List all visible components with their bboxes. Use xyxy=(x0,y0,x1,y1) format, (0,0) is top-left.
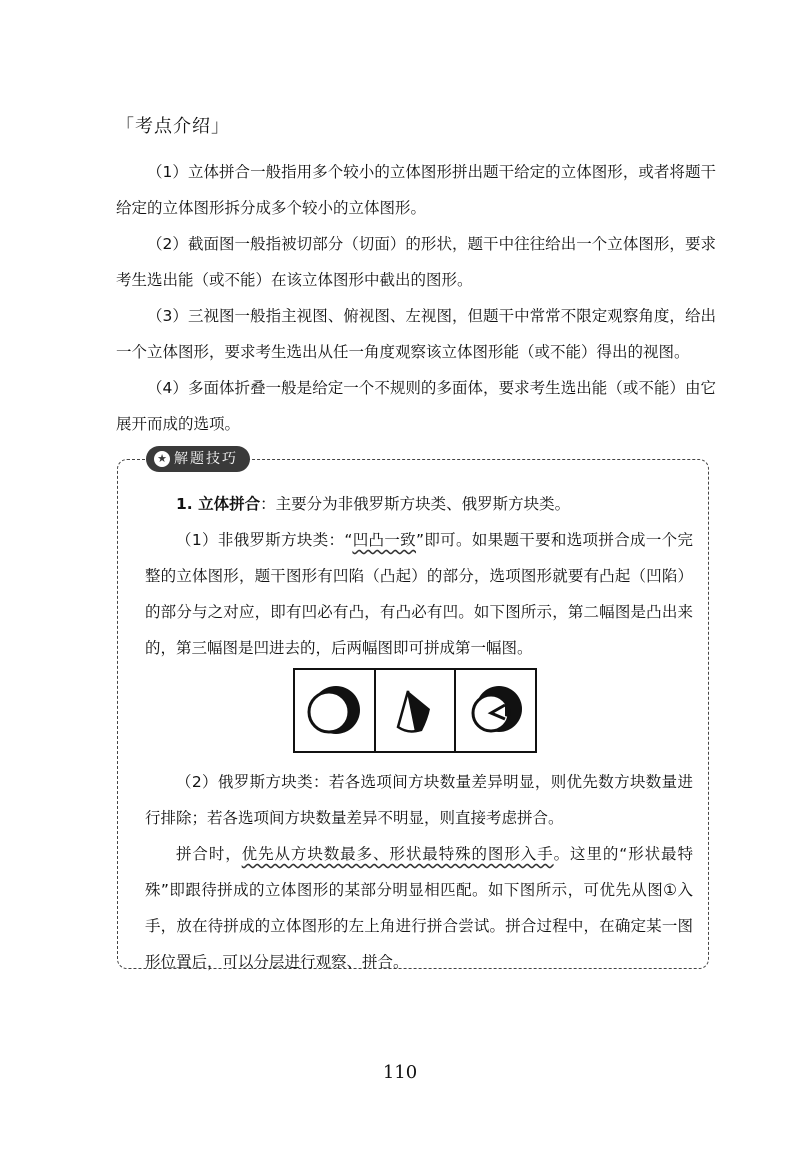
full-circle-shape xyxy=(301,681,367,741)
tips-p1-before: （1）非俄罗斯方块类：“ xyxy=(176,531,353,549)
convex-piece-shape xyxy=(382,681,448,741)
star-icon: ★ xyxy=(154,451,170,467)
tips-p1-emphasis: 凹凸一致 xyxy=(352,531,417,549)
figure-cell-3 xyxy=(456,670,535,751)
tips-p3-emphasis: 优先从方块数最多、形状最特殊的图形入手 xyxy=(241,845,554,863)
intro-paragraph-2: （2）截面图一般指被切部分（切面）的形状，题干中往往给出一个立体图形，要求考生选出能（或不能）在该立体图形中截出的图形。 xyxy=(116,235,716,289)
figure-cell-2 xyxy=(376,670,457,751)
section-title: 「考点介绍」 xyxy=(116,116,230,137)
tips-p1-after: ”即可。如果题干要和选项拼合成一个完整的立体图形，题干图形有凹陷（凸起）的部分，选项图形就要有凸起（凹陷）的部分与之对应，即有凹必有凸，有凸必有凹。如下图所示，第二幅图是凸出来的，第三幅图是凹进去的，后两幅图即可拼成第一幅图。 xyxy=(145,531,693,657)
concave-piece-shape xyxy=(461,681,531,741)
intro-paragraph-3: （3）三视图一般指主视图、俯视图、左视图，但题干中常常不限定观察角度，给出一个立体图形，要求考生选出从任一角度观察该立体图形能（或不能）得出的视图。 xyxy=(116,307,716,361)
tips-paragraph-2: （2）俄罗斯方块类：若各选项间方块数量差异明显，则优先数方块数量进行排除；若各选项间方块数量差异不明显，则直接考虑拼合。 xyxy=(145,773,693,827)
figure-cell-1 xyxy=(295,670,376,751)
tips-paragraph-3 xyxy=(145,836,693,980)
intro-paragraph-4: （4）多面体折叠一般是给定一个不规则的多面体，要求考生选出能（或不能）由它展开而成的选项。 xyxy=(116,379,716,433)
tips-heading-rest: ：主要分为非俄罗斯方块类、俄罗斯方块类。 xyxy=(260,495,571,513)
shape-figure xyxy=(293,668,537,753)
tips-p3-before: 拼合时， xyxy=(176,845,242,863)
page-number: 110 xyxy=(382,1062,418,1083)
tips-badge-label: 解题技巧 xyxy=(174,451,238,467)
tips-badge xyxy=(146,446,250,472)
tips-p3-after: 。这里的“形状最特殊”即跟待拼成的立体图形的某部分明显相匹配。如下图所示，可优先从图①入手，放在待拼成的立体图形的左上角进行拼合尝试。拼合过程中，在确定某一图形位置后，可以分层进行观察、拼合。 xyxy=(145,845,693,971)
tips-heading xyxy=(145,486,693,522)
tips-heading-bold: 1. 立体拼合 xyxy=(176,495,261,513)
intro-paragraph-1: （1）立体拼合一般指用多个较小的立体图形拼出题干给定的立体图形，或者将题干给定的立体图形拆分成多个较小的立体图形。 xyxy=(116,163,716,217)
tips-paragraph-1 xyxy=(145,522,693,666)
